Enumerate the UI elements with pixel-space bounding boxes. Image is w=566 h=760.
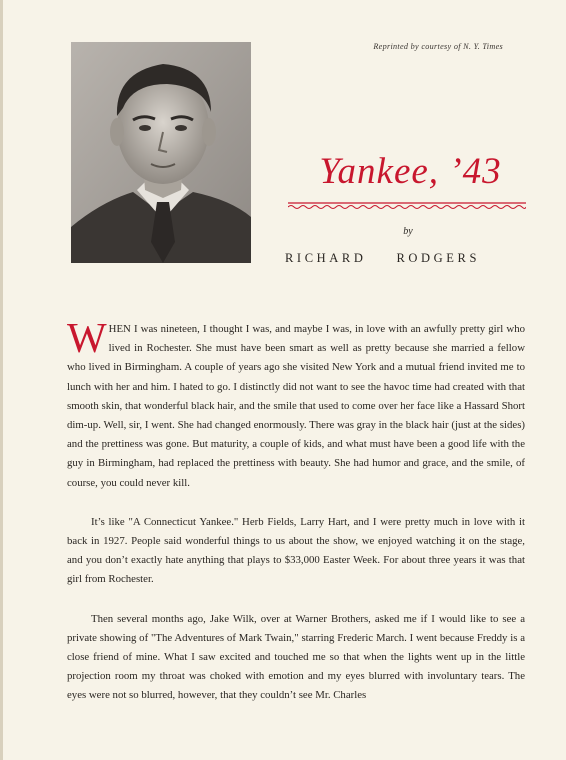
paragraph-2: It’s like "A Connecticut Yankee." Herb Fields, Larry Hart, and I were pretty much in love with it back in 1927. People said wonderful things to us about the show, we enjoyed watching it on the stage, and you don’t exactly hate anything that plays to $33,000 Easter Week. For about three years it was that girl from Rochester. xyxy=(67,515,525,586)
author-last-name: RODGERS xyxy=(396,251,481,265)
author-name xyxy=(285,251,525,266)
paragraph-3: Then several months ago, Jake Wilk, over at Warner Brothers, asked me if I would like to see a private showing of "The Adventures of Mark Twain," starring Frederic March. I went because Freddy is a close friend of mine. What I saw excited and touched me so that when the lights went up in the little projection room my throat was choked with emotion and my eyes blurred with involuntary tears. The eyes were not so blurred, however, that they couldn’t see Mr. Charles xyxy=(67,612,525,702)
author-portrait xyxy=(71,42,251,263)
author-first-name: RICHARD xyxy=(285,251,367,265)
article-body xyxy=(67,316,525,726)
byline-by: by xyxy=(403,226,413,237)
reprint-credit: Reprinted by courtesy of N. Y. Times xyxy=(373,42,503,51)
portrait-photo xyxy=(71,42,251,263)
paragraph-1 xyxy=(67,316,525,493)
decorative-rule xyxy=(288,201,526,211)
drop-cap: W xyxy=(67,316,107,362)
paragraph-1-text: HEN I was nineteen, I thought I was, and maybe I was, in love with an awfully pretty girl who lived in Rochester. She must have been smart as well as pretty because she married a fellow who lived in Birmingham. A couple of years ago she visited New York and a mutual friend invited me to lunch with her and him. I hated to go. I distinctly did not want to see the havoc time had created with that smooth skin, that wonderful black hair, and the smile that used to come over her face like a Hassard Short dim-up. Well, sir, I went. She had changed enormously. There was gray in the black hair (just at the sides) and the prettiness was gone. But maturity, a couple of kids, and what must have been a good life with the guy in Birmingham, had replaced the prettiness with beauty. She had humor and grace, and the smile, of course, you could never kill. xyxy=(67,323,525,489)
article-title: Yankee, ’43 xyxy=(319,151,502,192)
